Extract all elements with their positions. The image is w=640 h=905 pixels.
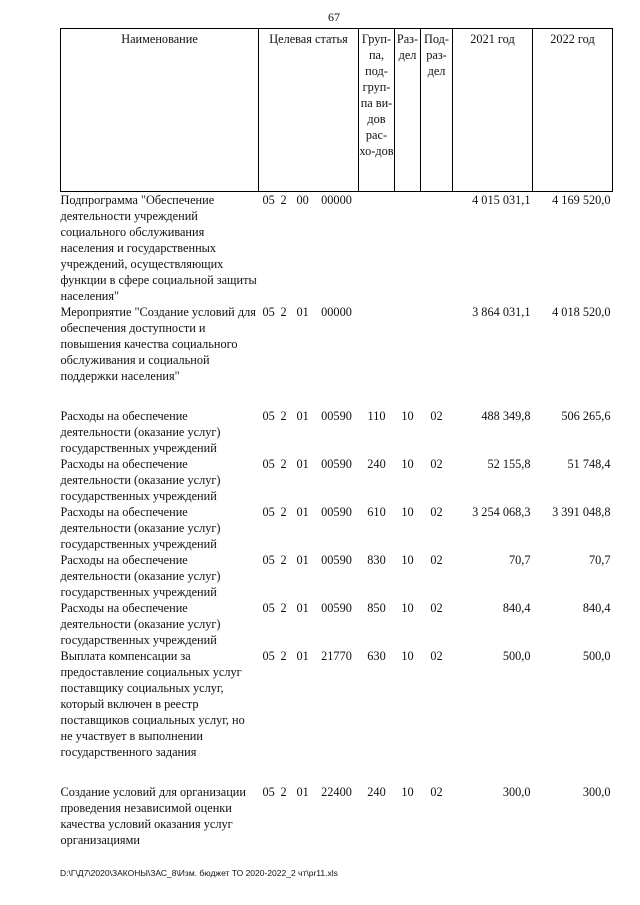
target-code-c3: 01 <box>296 601 309 615</box>
target-code-c1: 05 <box>262 457 275 471</box>
target-code-c3: 01 <box>296 305 309 319</box>
row-group <box>359 304 395 384</box>
target-code-parts <box>259 648 359 664</box>
row-2022: 3 391 048,8 <box>552 505 611 519</box>
target-code-parts <box>259 304 359 320</box>
target-code <box>259 648 359 760</box>
row-2022: 4 018 520,0 <box>552 305 611 319</box>
table-row <box>61 784 613 848</box>
row-2021: 52 155,8 <box>487 457 531 471</box>
row-2022: 70,7 <box>588 553 611 567</box>
row-name: Мероприятие "Создание условий для обеспечения доступности и повышения качества социального обслуживания и социальной поддержки населения" <box>60 305 256 383</box>
target-code-c4: 00590 <box>321 601 352 615</box>
row-2021: 300,0 <box>502 785 531 799</box>
row-section: 10 <box>401 457 414 471</box>
target-code-c1: 05 <box>262 193 275 207</box>
row-name: Создание условий для организации проведения независимой оценки качества условий оказания услуг организациями <box>60 785 246 847</box>
target-code <box>259 600 359 648</box>
table-row <box>61 408 613 456</box>
target-code <box>259 192 359 305</box>
row-section: 10 <box>401 649 414 663</box>
target-code-parts <box>259 192 359 208</box>
row-group: 850 <box>367 601 386 615</box>
row-name: Расходы на обеспечение деятельности (оказание услуг) государственных учреждений <box>60 505 221 551</box>
target-code-c2: 2 <box>280 649 287 663</box>
row-group: 240 <box>367 457 386 471</box>
row-section: 10 <box>401 601 414 615</box>
row-subsection <box>421 304 453 384</box>
header-group: Груп-па, под-груп-па ви-дов рас-хо-дов <box>359 29 395 192</box>
header-name: Наименование <box>61 29 259 192</box>
row-section: 10 <box>401 409 414 423</box>
row-2022: 840,4 <box>582 601 611 615</box>
row-name: Расходы на обеспечение деятельности (оказание услуг) государственных учреждений <box>60 457 221 503</box>
target-code-c2: 2 <box>280 601 287 615</box>
target-code <box>259 408 359 456</box>
target-code-c3: 01 <box>296 505 309 519</box>
target-code-c1: 05 <box>262 553 275 567</box>
target-code-c3: 01 <box>296 457 309 471</box>
target-code-c3: 01 <box>296 409 309 423</box>
header-2021: 2021 год <box>453 29 533 192</box>
row-section: 10 <box>401 505 414 519</box>
target-code-c4: 21770 <box>321 649 352 663</box>
target-code-c4: 00590 <box>321 457 352 471</box>
table-row <box>61 552 613 600</box>
table-header-row <box>61 29 613 192</box>
target-code-c3: 01 <box>296 785 309 799</box>
target-code-c2: 2 <box>280 409 287 423</box>
row-section <box>395 304 421 384</box>
row-spacer <box>61 760 613 784</box>
row-2021: 840,4 <box>502 601 531 615</box>
budget-table <box>60 28 613 848</box>
target-code-parts <box>259 456 359 472</box>
row-2021: 488 349,8 <box>481 409 531 423</box>
spacer-cell <box>61 760 613 784</box>
target-code <box>259 552 359 600</box>
target-code-c4: 00590 <box>321 409 352 423</box>
row-name: Расходы на обеспечение деятельности (оказание услуг) государственных учреждений <box>60 553 221 599</box>
target-code-c1: 05 <box>262 649 275 663</box>
target-code-c1: 05 <box>262 305 275 319</box>
row-group: 630 <box>367 649 386 663</box>
target-code-c3: 01 <box>296 553 309 567</box>
row-subsection: 02 <box>430 457 443 471</box>
target-code-c1: 05 <box>262 409 275 423</box>
target-code-c2: 2 <box>280 457 287 471</box>
table-body <box>61 192 613 849</box>
target-code-c2: 2 <box>280 193 287 207</box>
row-subsection: 02 <box>430 409 443 423</box>
file-path-footer: D:\Г\Д7\2020\ЗАКОНЫ\ЗАС_8\Изм. бюджет ТО 2020-2022_2 чт\pr11.xls <box>60 868 338 878</box>
row-group: 830 <box>367 553 386 567</box>
target-code <box>259 504 359 552</box>
table-row <box>61 504 613 552</box>
target-code-c2: 2 <box>280 553 287 567</box>
row-subsection: 02 <box>430 785 443 799</box>
page-number: 67 <box>328 10 340 24</box>
table-row <box>61 192 613 305</box>
row-subsection: 02 <box>430 601 443 615</box>
table-row <box>61 304 613 384</box>
target-code <box>259 304 359 384</box>
header-target: Целевая статья <box>259 29 359 192</box>
row-spacer <box>61 384 613 408</box>
target-code-c4: 22400 <box>321 785 352 799</box>
row-group: 240 <box>367 785 386 799</box>
target-code <box>259 784 359 848</box>
row-2021: 3 864 031,1 <box>472 305 531 319</box>
target-code-parts <box>259 408 359 424</box>
row-name: Подпрограмма "Обеспечение деятельности учреждений социального обслуживания населения и государственных учреждений, осуществляющих функции в сфере социальной защиты населения" <box>60 193 257 303</box>
target-code-c3: 01 <box>296 649 309 663</box>
row-2022: 500,0 <box>582 649 611 663</box>
row-section: 10 <box>401 553 414 567</box>
row-2021: 500,0 <box>502 649 531 663</box>
target-code-c1: 05 <box>262 785 275 799</box>
row-subsection: 02 <box>430 553 443 567</box>
target-code-c2: 2 <box>280 785 287 799</box>
row-2021: 3 254 068,3 <box>472 505 531 519</box>
header-2022: 2022 год <box>533 29 613 192</box>
row-section <box>395 192 421 305</box>
row-2022: 4 169 520,0 <box>552 193 611 207</box>
target-code-parts <box>259 504 359 520</box>
row-2022: 506 265,6 <box>561 409 611 423</box>
row-group: 110 <box>367 409 386 423</box>
row-2022: 300,0 <box>582 785 611 799</box>
target-code-c1: 05 <box>262 505 275 519</box>
target-code-c4: 00590 <box>321 505 352 519</box>
target-code-c2: 2 <box>280 305 287 319</box>
target-code-c4: 00590 <box>321 553 352 567</box>
spacer-cell <box>61 384 613 408</box>
row-group: 610 <box>367 505 386 519</box>
target-code-parts <box>259 784 359 800</box>
row-subsection: 02 <box>430 649 443 663</box>
target-code-c4: 00000 <box>321 193 352 207</box>
target-code-parts <box>259 552 359 568</box>
row-subsection: 02 <box>430 505 443 519</box>
row-name: Выплата компенсации за предоставление социальных услуг поставщику социальных услуг, который включен в реестр поставщиков социальных услуг, но не участвует в выполнении государственного задания <box>60 649 245 759</box>
row-2022: 51 748,4 <box>567 457 611 471</box>
target-code-c3: 00 <box>296 193 309 207</box>
row-group <box>359 192 395 305</box>
row-2021: 4 015 031,1 <box>472 193 531 207</box>
target-code-c2: 2 <box>280 505 287 519</box>
table-row <box>61 456 613 504</box>
table-row <box>61 600 613 648</box>
row-name: Расходы на обеспечение деятельности (оказание услуг) государственных учреждений <box>60 601 221 647</box>
target-code <box>259 456 359 504</box>
row-section: 10 <box>401 785 414 799</box>
row-2021: 70,7 <box>508 553 531 567</box>
header-subsection: Под-раз-дел <box>421 29 453 192</box>
row-name: Расходы на обеспечение деятельности (оказание услуг) государственных учреждений <box>60 409 221 455</box>
target-code-parts <box>259 600 359 616</box>
target-code-c1: 05 <box>262 601 275 615</box>
row-subsection <box>421 192 453 305</box>
table-row <box>61 648 613 760</box>
header-section: Раз-дел <box>395 29 421 192</box>
target-code-c4: 00000 <box>321 305 352 319</box>
